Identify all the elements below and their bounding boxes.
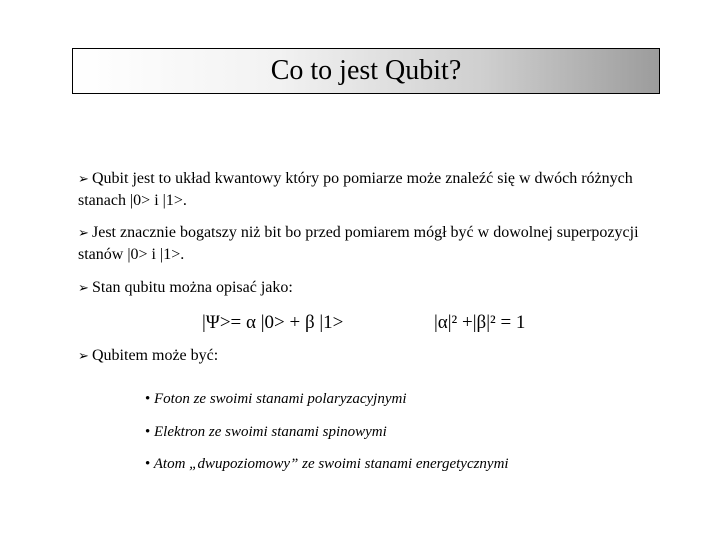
sub-bullet-dot: • [145, 456, 151, 472]
slide-title-box [72, 48, 660, 94]
slide-title: Co to jest Qubit? [270, 55, 462, 86]
bullet-text: Qubitem może być: [92, 347, 219, 364]
arrow-bullet-icon: ➢ [78, 172, 89, 187]
bullet-item-qubit-definition [78, 168, 658, 211]
bullet-item-state-description [78, 277, 658, 299]
arrow-bullet-icon: ➢ [78, 349, 89, 364]
sub-bullet-dot: • [145, 391, 151, 407]
arrow-bullet-icon: ➢ [78, 281, 89, 296]
sub-item-atom [145, 456, 509, 473]
bullet-text: Stan qubitu można opisać jako: [92, 279, 293, 296]
sub-item-text: Foton ze swoimi stanami polaryzacyjnymi [154, 391, 407, 407]
state-formula: |Ψ>= α |0> + β |1> [202, 312, 344, 333]
sub-item-photon [145, 391, 407, 408]
bullet-text: Qubit jest to układ kwantowy który po pomiarze może znaleźć się w dwóch różnych stanach |0> i |1>. [78, 170, 633, 209]
normalization-formula: |α|² +|β|² = 1 [434, 312, 526, 333]
bullet-item-qubit-examples [78, 345, 658, 367]
sub-item-electron [145, 424, 387, 441]
sub-bullet-dot: • [145, 424, 151, 440]
bullet-item-superposition [78, 222, 658, 265]
sub-item-text: Atom „dwupoziomowy” ze swoimi stanami energetycznymi [153, 456, 509, 472]
sub-item-text: Elektron ze swoimi stanami spinowymi [154, 424, 387, 440]
bullet-text: Jest znacznie bogatszy niż bit bo przed pomiarem mógł być w dowolnej superpozycji stanów |0> i |1>. [78, 224, 639, 263]
arrow-bullet-icon: ➢ [78, 226, 89, 241]
